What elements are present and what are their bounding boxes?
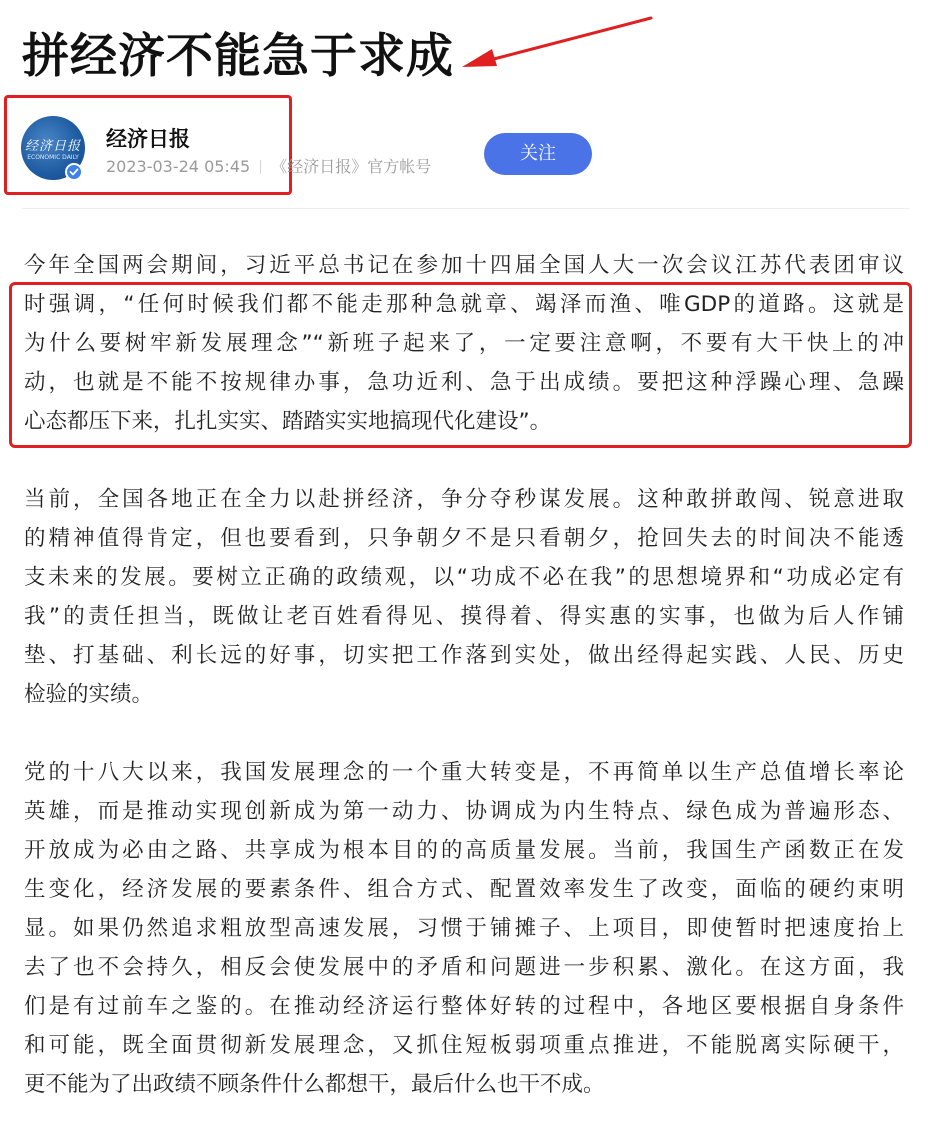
paragraph-line: 心态都压下来，扎扎实实、踏踏实实地搞现代化建设”。 — [24, 409, 552, 434]
paragraph-line: 生变化，经济发展的要素条件、组合方式、配置效率发生了改变，面临的硬约束明 — [24, 877, 904, 902]
paragraph-line: 检验的实绩。 — [24, 682, 154, 707]
paragraph-line: 去了也不会持久，相反会使发展中的矛盾和问题进一步积累、激化。在这方面，我 — [24, 955, 904, 980]
paragraph-line: 垫、打基础、利长远的好事，切实把工作落到实处，做出经得起实践、人民、历史 — [24, 643, 904, 668]
annotation-arrow-head — [462, 49, 497, 67]
paragraph-line: 动，也就是不能不按规律办事，急功近利、急于出成绩。要把这种浮躁心理、急躁 — [24, 370, 904, 395]
paragraph-line: 和可能，既全面贯彻新发展理念，又抓住短板弱项重点推进，不能脱离实际硬干， — [24, 1033, 904, 1058]
paragraph-line: 党的十八大以来，我国发展理念的一个重大转变是，不再简单以生产总值增长率论 — [24, 760, 904, 785]
author-meta — [106, 156, 431, 178]
paragraph-line: 开放成为必由之路、共享成为根本目的的高质量发展。当前，我国生产函数正在发 — [24, 838, 904, 863]
article-paragraph-1 — [24, 246, 904, 441]
paragraph-line: 显。如果仍然追求粗放型高速发展，习惯于铺摊子、上项目，即使暂时把速度抬上 — [24, 916, 904, 941]
article-paragraph-3 — [24, 753, 904, 1104]
paragraph-line: 英雄，而是推动实现创新成为第一动力、协调成为内生特点、绿色成为普遍形态、 — [24, 799, 904, 824]
paragraph-line: 我”的责任担当，既做让老百姓看得见、摸得着、得实惠的实事，也做为后人作铺 — [24, 604, 904, 629]
avatar-logo-subtext: ECONOMIC DAILY — [27, 154, 79, 161]
article-paragraph-2 — [24, 480, 904, 714]
article-title: 拼经济不能急于求成 — [22, 29, 454, 84]
paragraph-line: 为什么要树牢新发展理念”“新班子起来了，一定要注意啊，不要有大干快上的冲 — [24, 331, 904, 356]
paragraph-line: 今年全国两会期间，习近平总书记在参加十四届全国人大一次会议江苏代表团审议 — [24, 253, 904, 278]
annotation-arrow-shaft — [490, 18, 651, 60]
avatar-logo-text: 经济日报 — [24, 139, 81, 154]
follow-button[interactable]: 关注 — [484, 133, 592, 175]
paragraph-line: 们是有过前车之鉴的。在推动经济运行整体好转的过程中，各地区要根据自身条件 — [24, 994, 904, 1019]
author-name[interactable]: 经济日报 — [106, 127, 190, 151]
paragraph-line: 更不能为了出政绩不顾条件什么都想干，最后什么也干不成。 — [24, 1072, 605, 1097]
paragraph-line: 当前，全国各地正在全力以赴拼经济，争分夺秒谋发展。这种敢拼敢闯、锐意进取 — [24, 487, 904, 512]
account-type: 《经济日报》官方帐号 — [271, 157, 432, 176]
paragraph-line: 的精神值得肯定，但也要看到，只争朝夕不是只看朝夕，抢回失去的时间决不能透 — [24, 526, 904, 551]
paragraph-line: 时强调，“任何时候我们都不能走那种急就章、竭泽而渔、唯GDP的道路。这就是 — [24, 292, 904, 317]
meta-divider — [260, 160, 261, 174]
verified-badge-icon — [65, 163, 83, 181]
header-divider — [22, 208, 910, 209]
publish-date: 2023-03-24 05:45 — [106, 157, 251, 176]
paragraph-line: 支未来的发展。要树立正确的政绩观，以“功成不必在我”的思想境界和“功成必定有 — [24, 565, 904, 590]
